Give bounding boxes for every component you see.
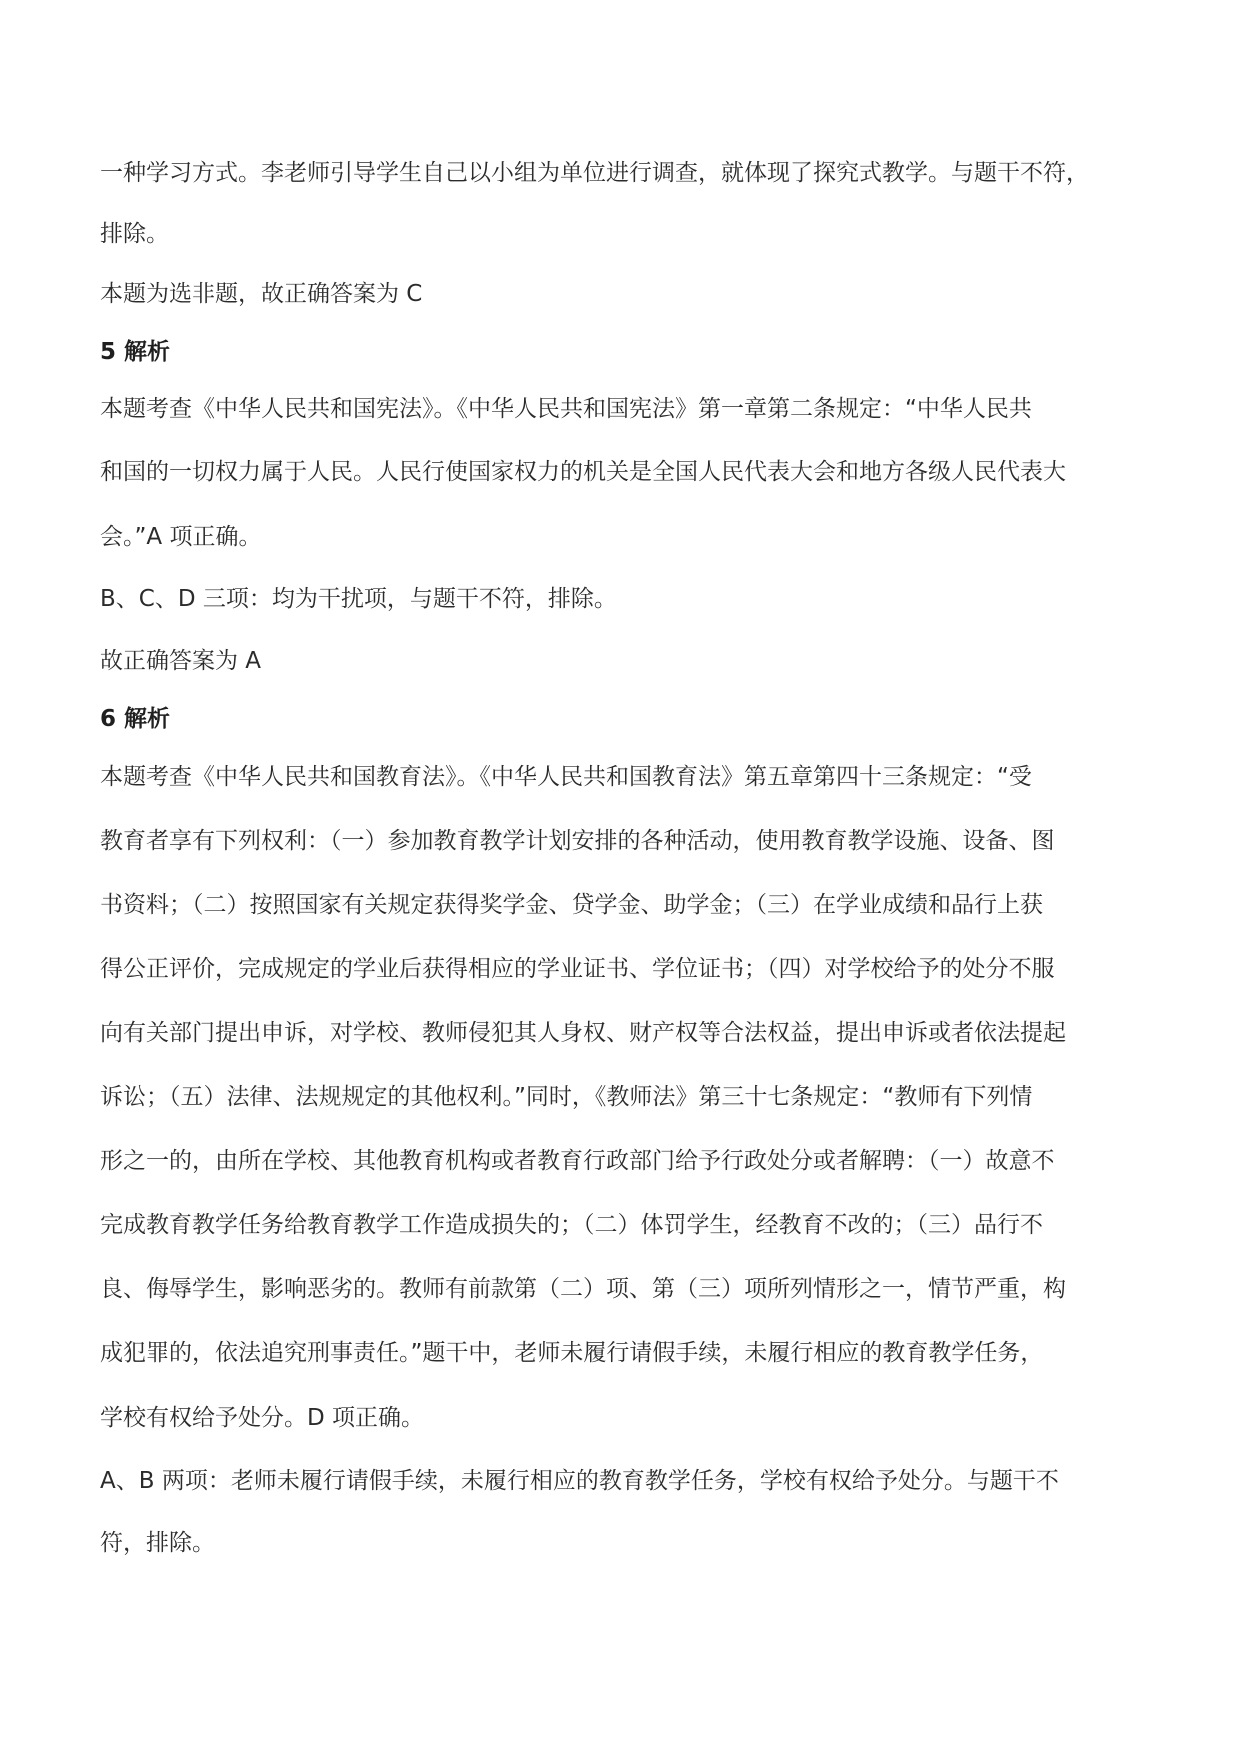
text-line: 良、侮辱学生，影响恶劣的。教师有前款第（二）项、第（三）项所列情形之一，情节严重，构 xyxy=(100,1276,1066,1302)
section-heading-6: 6 解析 xyxy=(100,706,171,732)
text-line: 排除。 xyxy=(100,221,169,247)
text-line: 本题为选非题，故正确答案为 C xyxy=(100,281,423,307)
section-heading-5: 5 解析 xyxy=(100,339,171,365)
text-line: 故正确答案为 A xyxy=(100,648,262,674)
text-line: 一种学习方式。李老师引导学生自己以小组为单位进行调查，就体现了探究式教学。与题干不符， xyxy=(100,160,1089,186)
text-line: 形之一的，由所在学校、其他教育机构或者教育行政部门给予行政处分或者解聘：（一）故意不 xyxy=(100,1148,1055,1174)
text-line: 本题考查《中华人民共和国教育法》。《中华人民共和国教育法》第五章第四十三条规定：“受 xyxy=(100,764,1032,790)
text-line: 符，排除。 xyxy=(100,1530,215,1556)
text-line: B、C、D 三项：均为干扰项，与题干不符，排除。 xyxy=(100,586,617,612)
text-line: 向有关部门提出申诉，对学校、教师侵犯其人身权、财产权等合法权益，提出申诉或者依法提起 xyxy=(100,1020,1066,1046)
text-line: 教育者享有下列权利：（一）参加教育教学计划安排的各种活动，使用教育教学设施、设备、图 xyxy=(100,828,1055,854)
text-line: 得公正评价，完成规定的学业后获得相应的学业证书、学位证书；（四）对学校给予的处分不服 xyxy=(100,956,1055,982)
text-line: 诉讼；（五）法律、法规规定的其他权利。”同时，《教师法》第三十七条规定：“教师有下列情 xyxy=(100,1084,1033,1110)
text-line: 书资料；（二）按照国家有关规定获得奖学金、贷学金、助学金；（三）在学业成绩和品行上获 xyxy=(100,892,1043,918)
text-line: 本题考查《中华人民共和国宪法》。《中华人民共和国宪法》第一章第二条规定：“中华人民共 xyxy=(100,396,1032,422)
text-line: A、B 两项：老师未履行请假手续，未履行相应的教育教学任务，学校有权给予处分。与题干不 xyxy=(100,1468,1059,1494)
text-line: 完成教育教学任务给教育教学工作造成损失的；（二）体罚学生，经教育不改的；（三）品行不 xyxy=(100,1212,1043,1238)
text-line: 和国的一切权力属于人民。人民行使国家权力的机关是全国人民代表大会和地方各级人民代表大 xyxy=(100,459,1066,485)
text-line: 学校有权给予处分。D 项正确。 xyxy=(100,1405,425,1431)
text-line: 会。”A 项正确。 xyxy=(100,524,262,550)
text-line: 成犯罪的，依法追究刑事责任。”题干中，老师未履行请假手续，未履行相应的教育教学任务， xyxy=(100,1340,1044,1366)
